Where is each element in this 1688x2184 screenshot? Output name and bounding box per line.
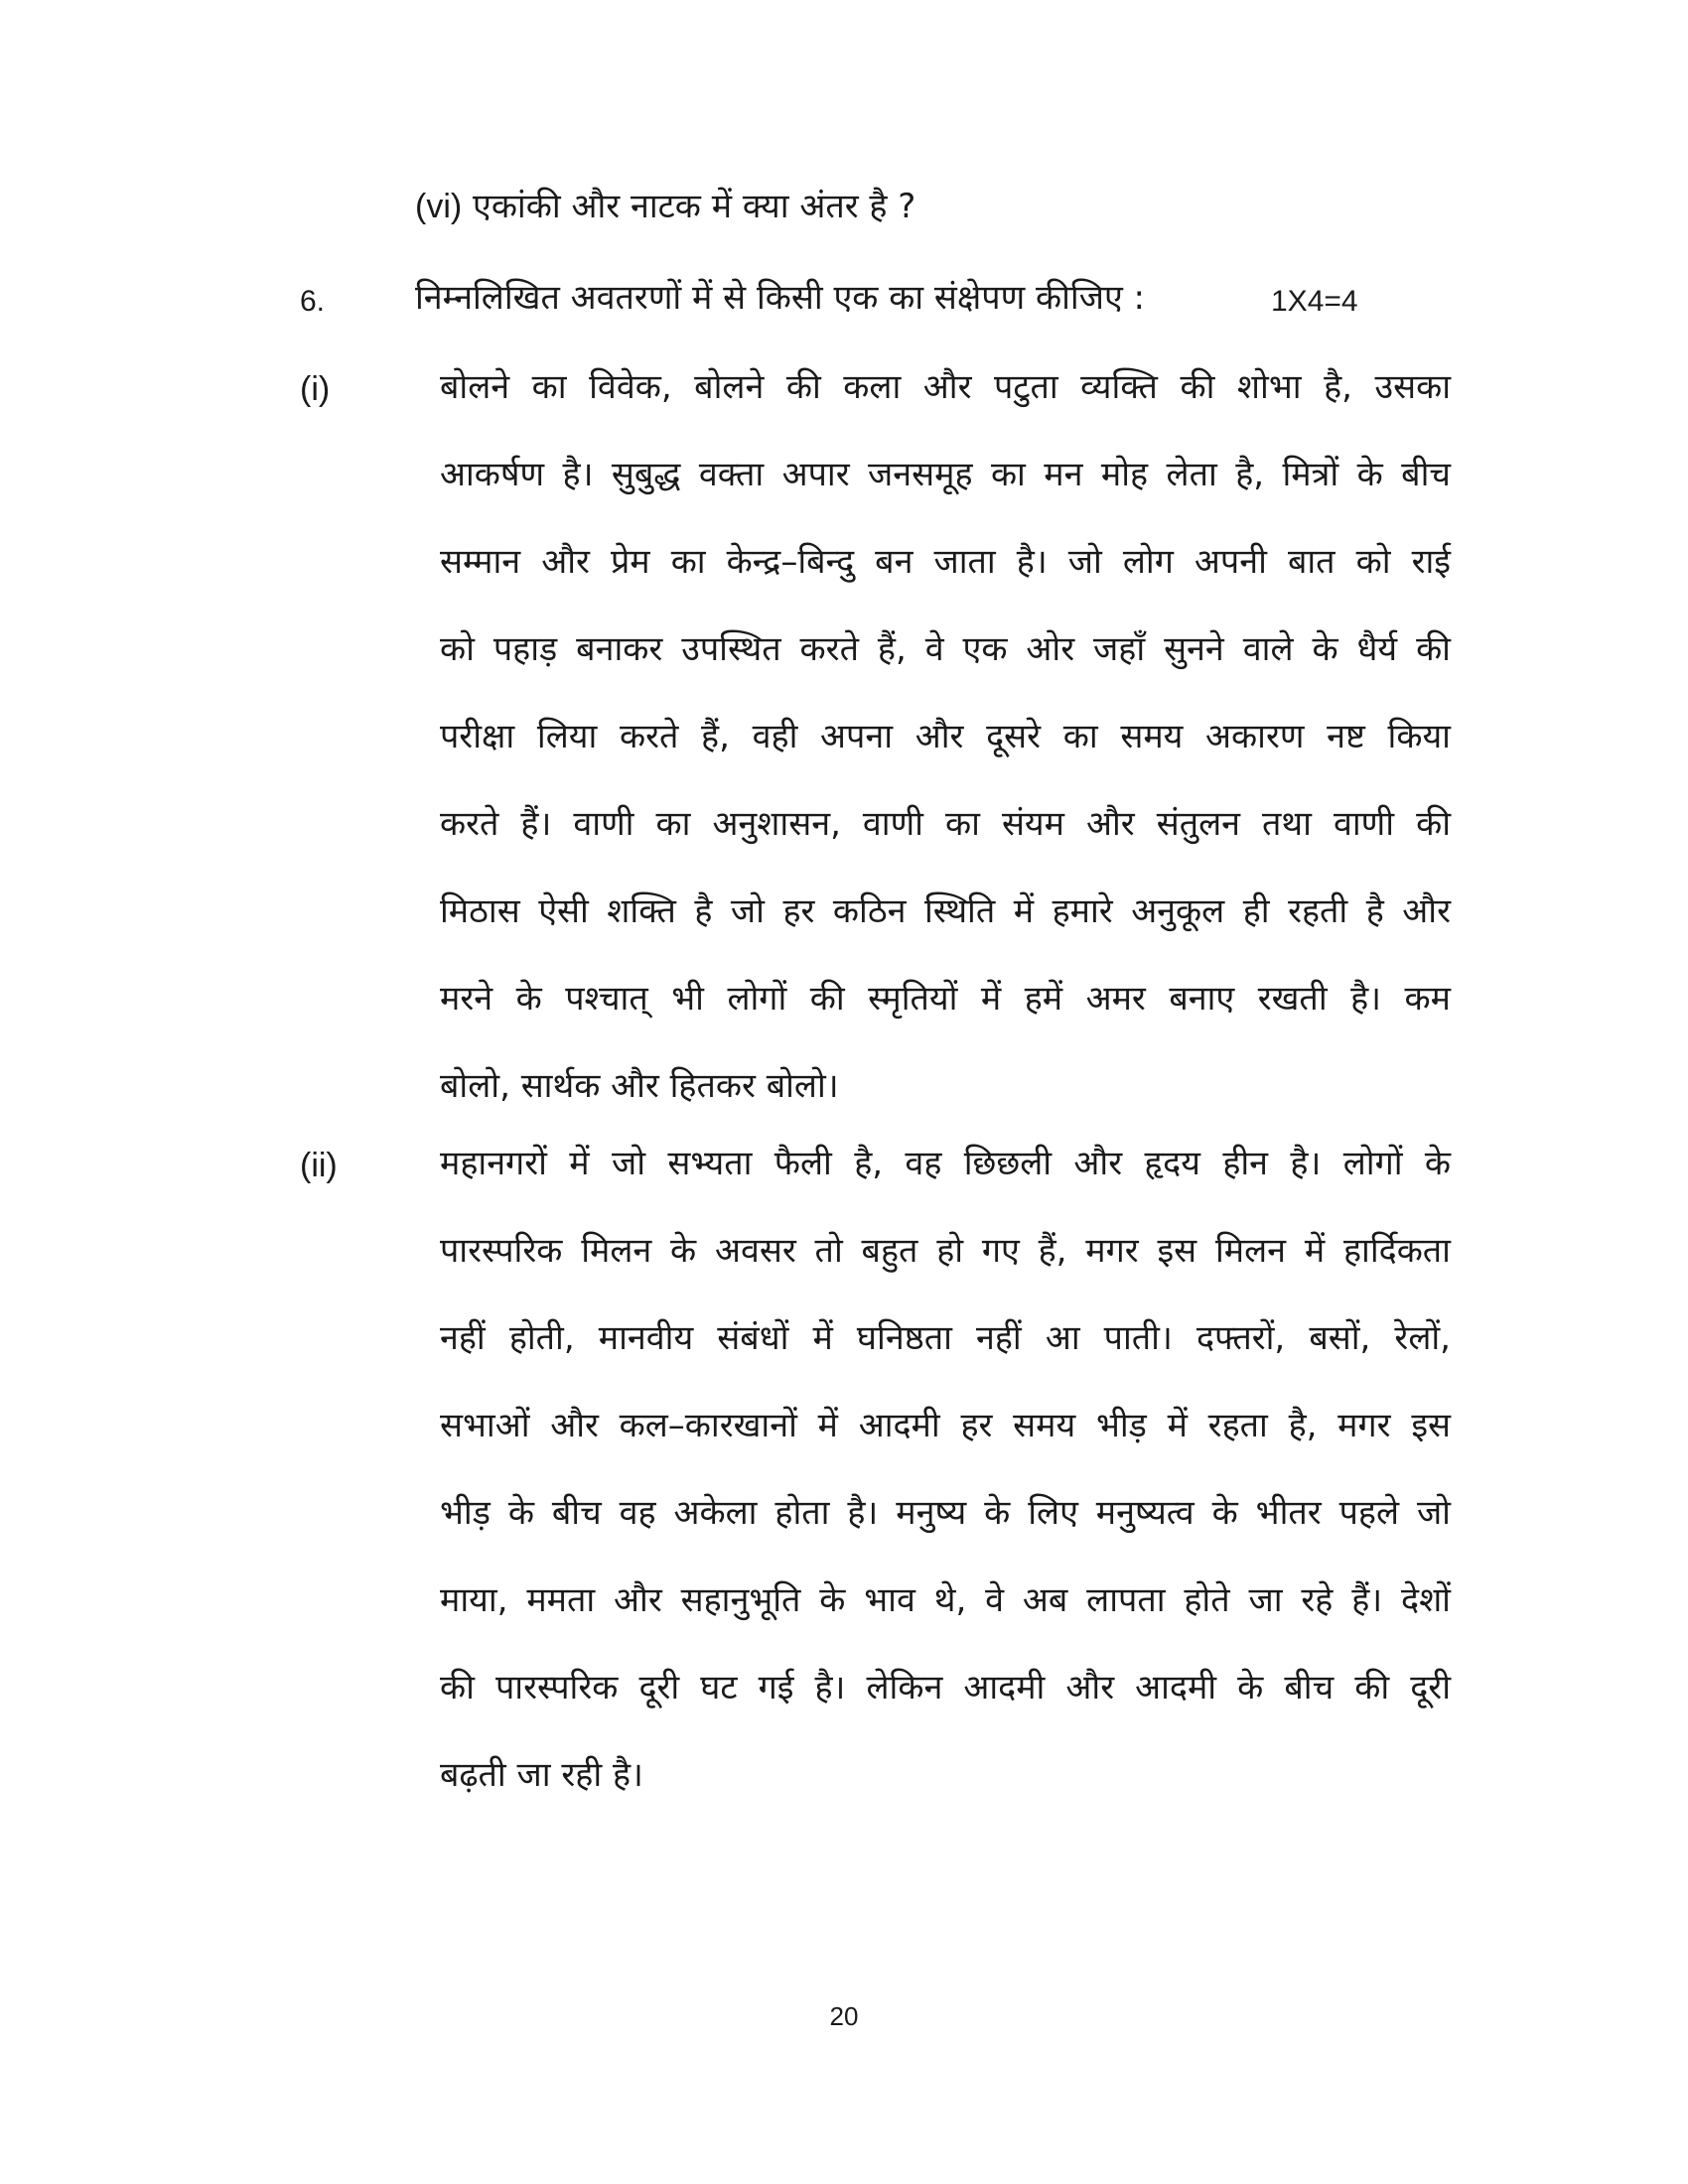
passage-i (440, 365, 1451, 1152)
passage-i-label: (i) (300, 370, 331, 408)
passage-line: पारस्परिक मिलन के अवसर तो बहुत हो गए हैं, मगर इस मिलन में हार्दिकता (440, 1231, 1451, 1271)
question-vi-text: एकांकी और नाटक में क्या अंतर है ? (473, 187, 916, 226)
passage-line: आकर्षण है। सुबुद्ध वक्ता अपार जनसमूह का मन मोह लेता है, मित्रों के बीच (440, 455, 1451, 494)
question-vi (415, 185, 915, 228)
question-6-text: निम्नलिखित अवतरणों में से किसी एक का संक्षेपण कीजिए : (415, 278, 1146, 318)
page-number: 20 (829, 2001, 859, 2031)
passage-line: परीक्षा लिया करते हैं, वही अपना और दूसरे का समय अकारण नष्ट किया (440, 717, 1451, 756)
passage-line: सम्मान और प्रेम का केन्द्र–बिन्दु बन जाता है। जो लोग अपनी बात को राई (440, 542, 1451, 582)
passage-ii-label: (ii) (300, 1147, 338, 1184)
passage-ii (440, 1142, 1451, 1841)
passage-line: भीड़ के बीच वह अकेला होता है। मनुष्य के लिए मनुष्यत्व के भीतर पहले जो (440, 1493, 1451, 1533)
question-6-marks: 1X4=4 (1271, 285, 1358, 318)
passage-line: माया, ममता और सहानुभूति के भाव थे, वे अब लापता होते जा रहे हैं। देशों (440, 1580, 1451, 1620)
passage-line: नहीं होती, मानवीय संबंधों में घनिष्ठता नहीं आ पाती। दफ्तरों, बसों, रेलों, (440, 1318, 1451, 1358)
passage-line: सभाओं और कल–कारखानों में आदमी हर समय भीड़ में रहता है, मगर इस (440, 1406, 1451, 1445)
passage-line: मरने के पश्चात् भी लोगों की स्मृतियों में हमें अमर बनाए रखती है। कम (440, 979, 1451, 1019)
passage-line: महानगरों में जो सभ्यता फैली है, वह छिछली और हृदय हीन है। लोगों के (440, 1144, 1451, 1183)
passage-line: की पारस्परिक दूरी घट गई है। लेकिन आदमी और आदमी के बीच की दूरी (440, 1668, 1451, 1707)
passage-line: बढ़ती जा रही है। (440, 1755, 643, 1795)
question-6-number: 6. (300, 285, 326, 318)
passage-line: बोलने का विवेक, बोलने की कला और पटुता व्यक्ति की शोभा है, उसका (440, 367, 1451, 407)
passage-line: मिठास ऐसी शक्ति है जो हर कठिन स्थिति में हमारे अनुकूल ही रहती है और (440, 891, 1451, 931)
passage-line: को पहाड़ बनाकर उपस्थित करते हैं, वे एक ओर जहाँ सुनने वाले के धैर्य की (440, 629, 1451, 669)
passage-line: बोलो, सार्थक और हितकर बोलो। (440, 1066, 839, 1106)
question-vi-label: (vi) (415, 188, 463, 225)
passage-line: करते हैं। वाणी का अनुशासन, वाणी का संयम और संतुलन तथा वाणी की (440, 804, 1451, 844)
